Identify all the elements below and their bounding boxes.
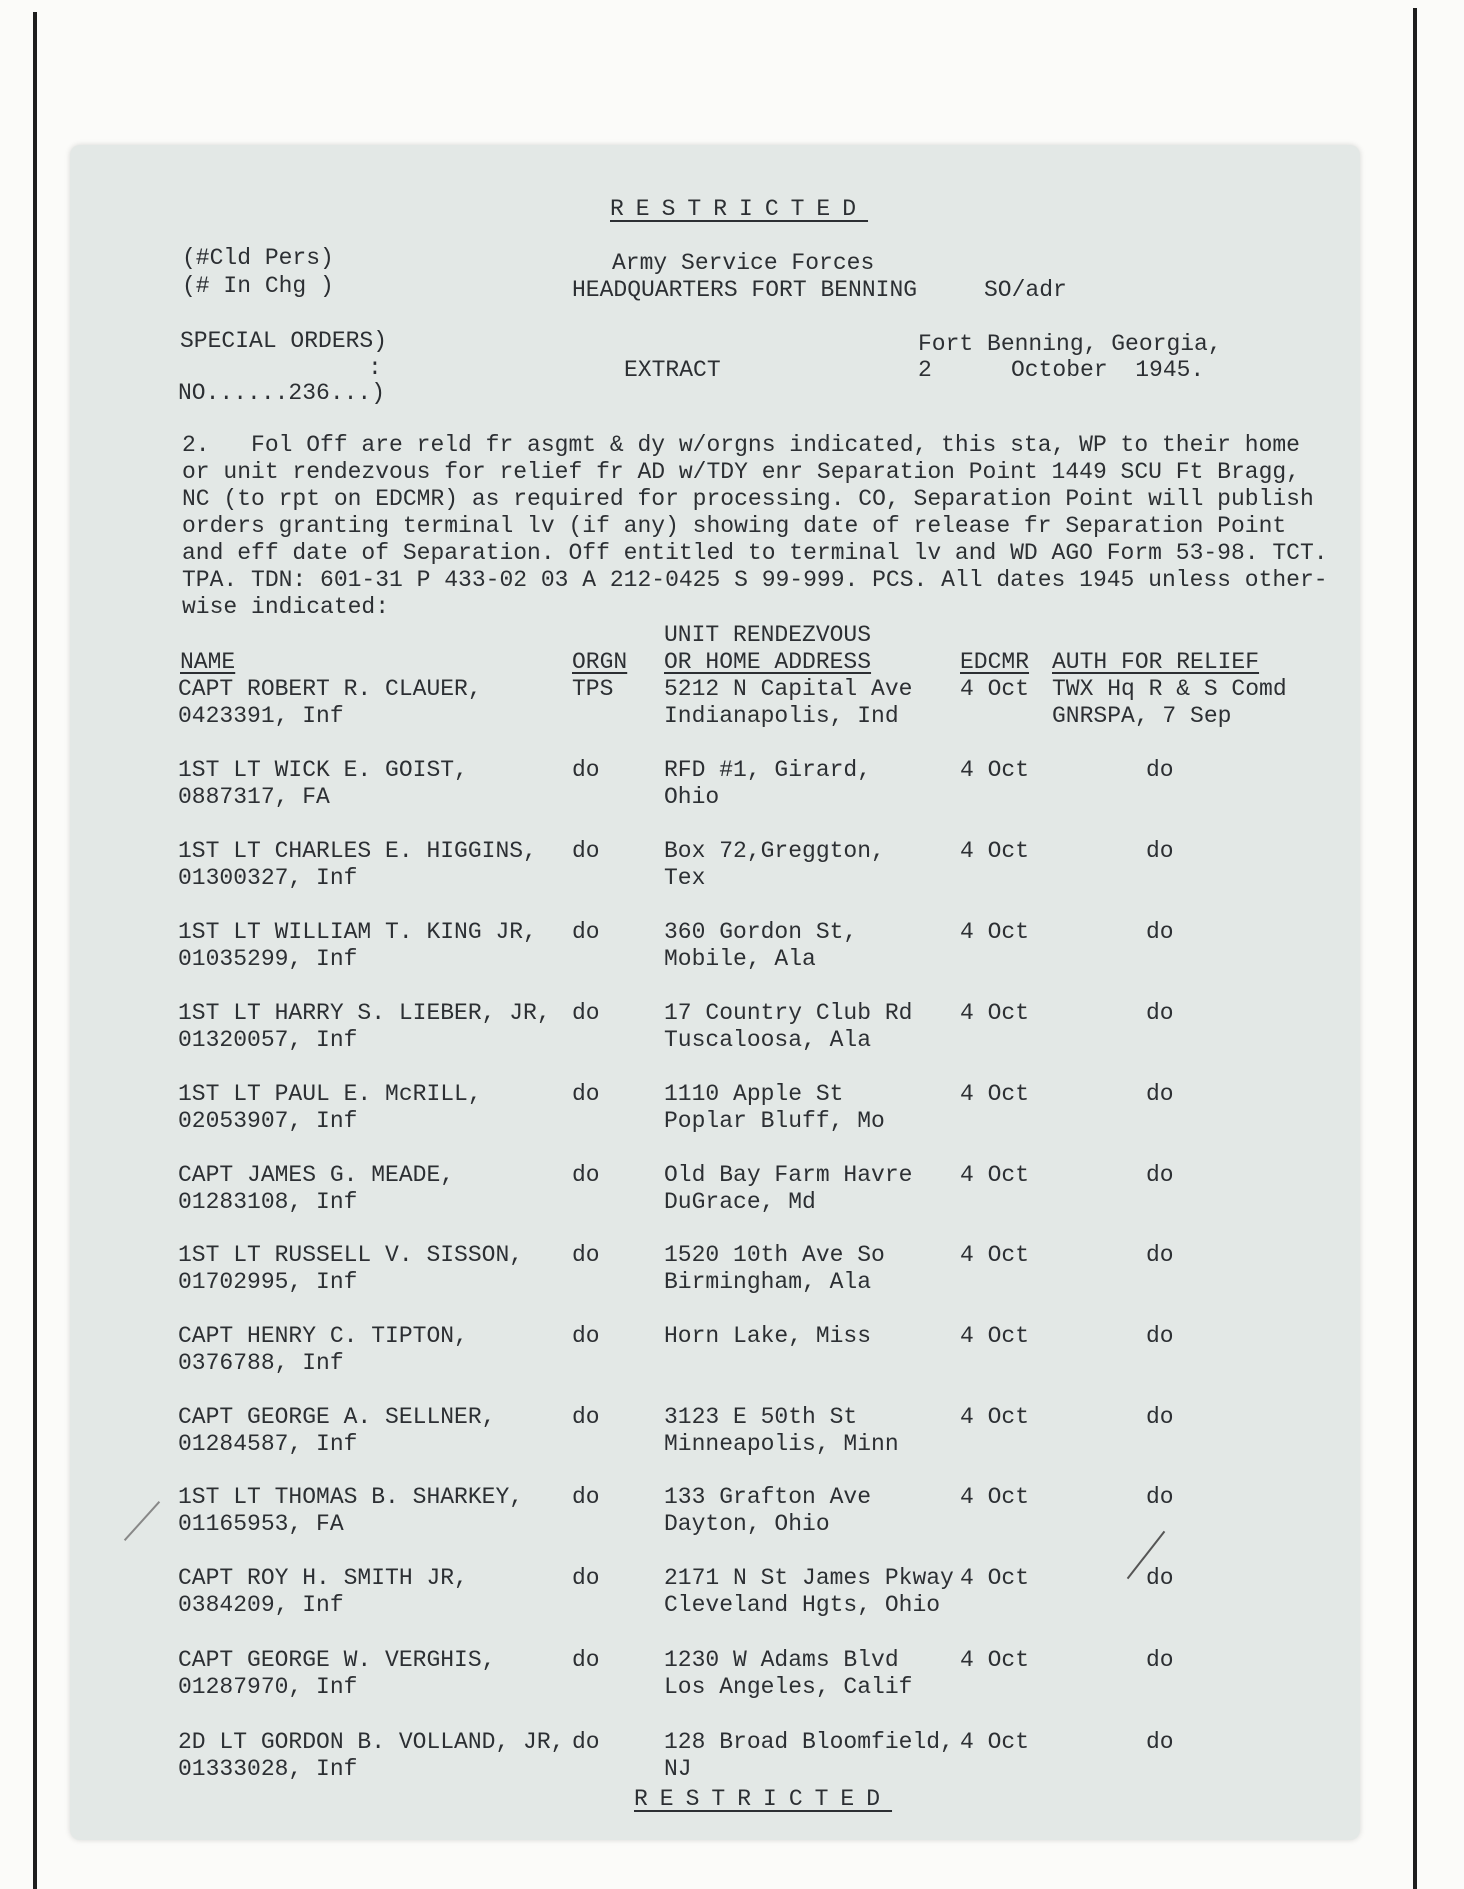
officer-orgn: do [572,1000,600,1026]
officer-address: 2171 N St James Pkway [664,1565,954,1591]
order-paragraph [182,432,1328,621]
column-header-orgn: ORGN [572,649,628,675]
officer-serial: 0887317, FA [178,784,330,810]
classification-top: RESTRICTED [610,196,869,222]
officer-name: 1ST LT PAUL E. McRILL, [178,1081,482,1107]
paragraph-line: TPA. TDN: 601-31 P 433-02 03 A 212-0425 S 99-999. PCS. All dates 1945 unless other- [182,567,1328,593]
officer-address: 17 Country Club Rd [664,1000,913,1026]
officer-serial: 01035299, Inf [178,946,358,972]
officer-name: CAPT JAMES G. MEADE, [178,1162,455,1188]
org-line-2: HEADQUARTERS FORT BENNING [572,277,918,303]
officer-edcmr: 4 Oct [960,1323,1030,1349]
order-place: Fort Benning, Georgia, [918,331,1222,357]
officer-auth: do [1146,1484,1174,1510]
special-orders-colon: : [368,355,382,381]
officer-serial: 02053907, Inf [178,1108,358,1134]
officer-orgn: do [572,838,600,864]
officer-edcmr: 4 Oct [960,1729,1030,1755]
officer-address: 360 Gordon St, [664,919,858,945]
officer-name: 1ST LT RUSSELL V. SISSON, [178,1242,524,1268]
officer-address: RFD #1, Girard, [664,757,872,783]
officer-serial: 0384209, Inf [178,1592,344,1618]
table-row [0,1000,1464,1056]
officer-orgn: do [572,757,600,783]
table-row [0,838,1464,894]
officer-address-city: Cleveland Hgts, Ohio [664,1592,941,1618]
reference-code: SO/adr [984,277,1067,303]
officer-serial: 01702995, Inf [178,1269,358,1295]
officer-serial: 01165953, FA [178,1511,344,1537]
table-row [0,919,1464,975]
officer-address-city: Dayton, Ohio [664,1511,830,1537]
officer-edcmr: 4 Oct [960,1000,1030,1026]
officer-serial: 01284587, Inf [178,1431,358,1457]
officer-orgn: do [572,1647,600,1673]
officer-edcmr: 4 Oct [960,1162,1030,1188]
officer-edcmr: 4 Oct [960,1647,1030,1673]
officer-serial: 0376788, Inf [178,1350,344,1376]
officer-auth: do [1146,1242,1174,1268]
officer-serial: 0423391, Inf [178,703,344,729]
officer-address: 1520 10th Ave So [664,1242,885,1268]
officer-address-city: Indianapolis, Ind [664,703,899,729]
officer-auth: do [1146,1647,1174,1673]
org-line-1: Army Service Forces [612,250,875,276]
officer-edcmr: 4 Oct [960,1565,1030,1591]
officer-serial: 01333028, Inf [178,1756,358,1782]
officer-auth-detail: GNRSPA, 7 Sep [1052,703,1232,729]
officer-orgn: do [572,1729,600,1755]
officer-edcmr: 4 Oct [960,838,1030,864]
officer-address-city: Ohio [664,784,720,810]
paragraph-line: or unit rendezvous for relief fr AD w/TDY enr Separation Point 1449 SCU Ft Bragg, [182,459,1300,485]
classification-bottom: RESTRICTED [634,1786,893,1812]
paragraph-line: 2. Fol Off are reld fr asgmt & dy w/orgns indicated, this sta, WP to their home [182,432,1300,458]
officer-name: 1ST LT CHARLES E. HIGGINS, [178,838,537,864]
officer-serial: 01287970, Inf [178,1674,358,1700]
officer-edcmr: 4 Oct [960,1242,1030,1268]
officer-serial: 01300327, Inf [178,865,358,891]
officer-name: CAPT ROY H. SMITH JR, [178,1565,468,1591]
officer-name: CAPT GEORGE W. VERGHIS, [178,1647,496,1673]
officer-serial: 01283108, Inf [178,1189,358,1215]
file-note-1: (#Cld Pers) [182,245,334,271]
officer-orgn: do [572,1404,600,1430]
order-date-day: 2 [918,357,932,383]
table-row [0,1081,1464,1137]
officer-orgn: do [572,1162,600,1188]
officer-edcmr: 4 Oct [960,757,1030,783]
special-orders-label: SPECIAL ORDERS) [180,328,388,354]
officer-auth: do [1146,1565,1174,1591]
officer-name: 1ST LT HARRY S. LIEBER, JR, [178,1000,551,1026]
paragraph-line: NC (to rpt on EDCMR) as required for processing. CO, Separation Point will publish [182,486,1314,512]
table-row [0,1647,1464,1703]
table-row [0,1565,1464,1621]
officer-orgn: do [572,919,600,945]
officer-edcmr: 4 Oct [960,919,1030,945]
officer-orgn: do [572,1081,600,1107]
paragraph-line: and eff date of Separation. Off entitled to terminal lv and WD AGO Form 53-98. TCT. [182,540,1328,566]
file-note-2: (# In Chg ) [182,273,334,299]
officer-edcmr: 4 Oct [960,1484,1030,1510]
table-row [0,757,1464,813]
officer-name: 1ST LT WILLIAM T. KING JR, [178,919,537,945]
officer-edcmr: 4 Oct [960,1081,1030,1107]
officer-auth: do [1146,1404,1174,1430]
officer-orgn: do [572,1323,600,1349]
table-row [0,676,1464,732]
officer-address: 1230 W Adams Blvd [664,1647,899,1673]
officer-auth: do [1146,1323,1174,1349]
table-row [0,1729,1464,1785]
officer-address-city: Birmingham, Ala [664,1269,872,1295]
officer-address-city: Tuscaloosa, Ala [664,1027,872,1053]
officer-address: 5212 N Capital Ave [664,676,913,702]
officer-auth: do [1146,757,1174,783]
officer-orgn: do [572,1484,600,1510]
officer-serial: 01320057, Inf [178,1027,358,1053]
paragraph-line: wise indicated: [182,594,390,620]
extract-label: EXTRACT [624,357,721,383]
officer-address: Box 72,Greggton, [664,838,885,864]
officer-name: CAPT ROBERT R. CLAUER, [178,676,482,702]
table-row [0,1162,1464,1218]
officer-name: 2D LT GORDON B. VOLLAND, JR, [178,1729,565,1755]
officer-address: 133 Grafton Ave [664,1484,872,1510]
officer-auth: do [1146,1000,1174,1026]
officer-auth: do [1146,1729,1174,1755]
column-header-edcmr: EDCMR [960,649,1030,675]
column-header-auth: AUTH FOR RELIEF [1052,649,1260,675]
officer-address-city: NJ [664,1756,692,1782]
officer-auth: do [1146,1081,1174,1107]
officer-address-city: Minneapolis, Minn [664,1431,899,1457]
officer-orgn: do [572,1565,600,1591]
officer-address: 128 Broad Bloomfield, [664,1729,954,1755]
table-row [0,1484,1464,1540]
order-number: NO......236...) [178,380,386,406]
order-date-rest: October 1945. [1011,357,1205,383]
officer-name: 1ST LT THOMAS B. SHARKEY, [178,1484,524,1510]
column-header-name: NAME [180,649,236,675]
officer-address-city: Tex [664,865,706,891]
column-header-address: OR HOME ADDRESS [664,649,872,675]
officer-edcmr: 4 Oct [960,1404,1030,1430]
officer-auth: do [1146,838,1174,864]
officer-name: 1ST LT WICK E. GOIST, [178,757,468,783]
officer-auth: TWX Hq R & S Comd [1052,676,1287,702]
officer-address-city: Los Angeles, Calif [664,1674,913,1700]
officer-address-city: DuGrace, Md [664,1189,816,1215]
table-row [0,1323,1464,1379]
officer-address-city: Poplar Bluff, Mo [664,1108,885,1134]
officer-auth: do [1146,919,1174,945]
officer-orgn: do [572,1242,600,1268]
officer-address: Horn Lake, Miss [664,1323,872,1349]
table-row [0,1404,1464,1460]
officer-orgn: TPS [572,676,614,702]
table-row [0,1242,1464,1298]
officer-address: 3123 E 50th St [664,1404,858,1430]
officer-name: CAPT GEORGE A. SELLNER, [178,1404,496,1430]
officer-name: CAPT HENRY C. TIPTON, [178,1323,468,1349]
officer-edcmr: 4 Oct [960,676,1030,702]
officer-address: 1110 Apple St [664,1081,844,1107]
paragraph-line: orders granting terminal lv (if any) showing date of release fr Separation Point [182,513,1287,539]
officer-address-city: Mobile, Ala [664,946,816,972]
column-header-unit-line1: UNIT RENDEZVOUS [664,622,872,648]
officer-address: Old Bay Farm Havre [664,1162,913,1188]
officer-auth: do [1146,1162,1174,1188]
